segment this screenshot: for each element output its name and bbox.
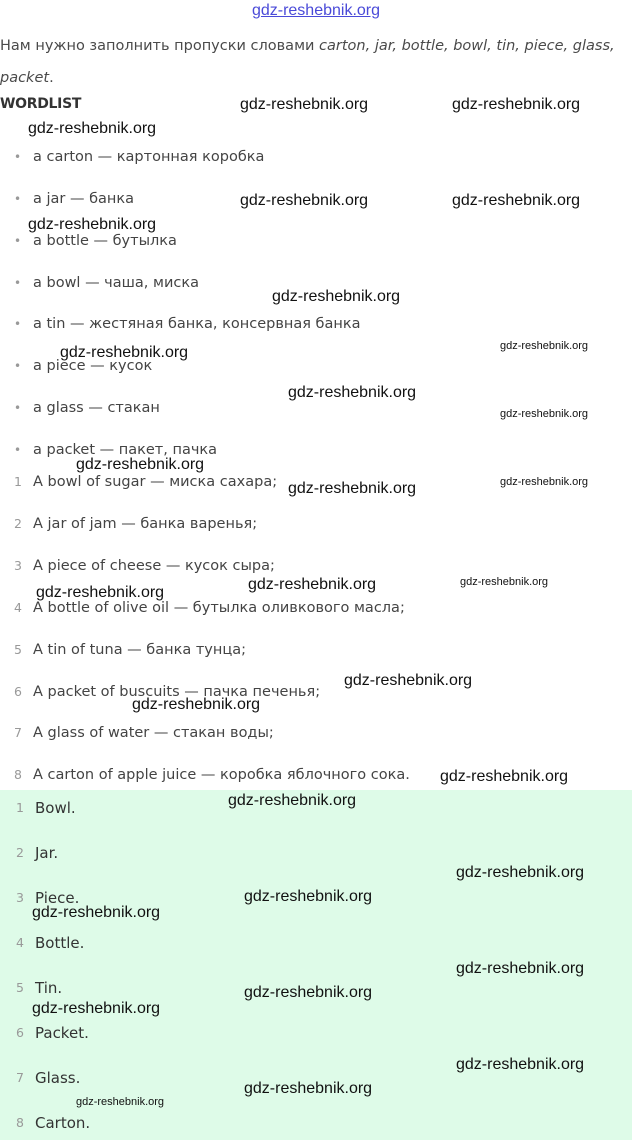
- answer-text: Glass.: [35, 1069, 81, 1087]
- answer-text: Carton.: [35, 1114, 91, 1132]
- watermark: gdz-reshebnik.org: [248, 576, 377, 593]
- watermark: gdz-reshebnik.org: [240, 96, 369, 113]
- bullet-icon: •: [14, 192, 22, 206]
- answer-number: 5: [16, 980, 24, 995]
- phrase-text: A carton of apple juice — коробка яблочного сока.: [33, 767, 410, 783]
- phrase-number: 4: [14, 600, 22, 615]
- watermark: gdz-reshebnik.org: [36, 584, 165, 601]
- site-title-link[interactable]: gdz-reshebnik.org: [251, 2, 381, 19]
- phrase-number: 8: [14, 767, 22, 782]
- answer-number: 4: [16, 935, 24, 950]
- answer-number: 2: [16, 845, 24, 860]
- answer-text: Bowl.: [35, 799, 76, 817]
- phrase-text: A piece of cheese — кусок сыра;: [33, 558, 275, 574]
- watermark: gdz-reshebnik.org: [500, 476, 589, 488]
- watermark: gdz-reshebnik.org: [228, 792, 357, 809]
- wordlist-item-text: a jar — банка: [33, 191, 135, 207]
- watermark: gdz-reshebnik.org: [452, 192, 581, 209]
- intro-words: carton, jar, bottle, bowl, tin, piece, glass, packet: [0, 38, 615, 86]
- watermark: gdz-reshebnik.org: [344, 672, 473, 689]
- bullet-icon: •: [14, 150, 22, 164]
- wordlist-item-text: a packet — пакет, пачка: [33, 442, 218, 458]
- answer-text: Packet.: [35, 1024, 89, 1042]
- watermark: gdz-reshebnik.org: [456, 960, 585, 977]
- wordlist-item-text: a bottle — бутылка: [33, 233, 177, 249]
- phrase-number: 2: [14, 516, 22, 531]
- watermark: gdz-reshebnik.org: [60, 344, 189, 361]
- watermark: gdz-reshebnik.org: [272, 288, 401, 305]
- phrase-text: A glass of water — стакан воды;: [33, 725, 274, 741]
- answer-text: Piece.: [35, 889, 80, 907]
- answer-number: 1: [16, 800, 24, 815]
- bullet-icon: •: [14, 234, 22, 248]
- phrase-text: A bowl of sugar — миска сахара;: [33, 474, 278, 490]
- watermark: gdz-reshebnik.org: [456, 1056, 585, 1073]
- wordlist-item-text: a glass — стакан: [33, 400, 160, 416]
- wordlist-heading: WORDLIST: [0, 96, 82, 112]
- phrase-text: A bottle of olive oil — бутылка оливкового масла;: [33, 600, 405, 616]
- phrase-text: A packet of buscuits — пачка печенья;: [33, 684, 321, 700]
- phrase-number: 7: [14, 725, 22, 740]
- watermark: gdz-reshebnik.org: [32, 904, 161, 921]
- watermark: gdz-reshebnik.org: [28, 216, 157, 233]
- watermark: gdz-reshebnik.org: [440, 768, 569, 785]
- watermark: gdz-reshebnik.org: [244, 1080, 373, 1097]
- bullet-icon: •: [14, 276, 22, 290]
- wordlist-item-text: a piece — кусок: [33, 358, 153, 374]
- watermark: gdz-reshebnik.org: [76, 456, 205, 473]
- bullet-icon: •: [14, 401, 22, 415]
- phrase-text: A tin of tuna — банка тунца;: [33, 642, 247, 658]
- phrase-number: 3: [14, 558, 22, 573]
- watermark: gdz-reshebnik.org: [76, 1096, 165, 1108]
- answer-text: Tin.: [35, 979, 63, 997]
- phrase-text: A jar of jam — банка варенья;: [33, 516, 258, 532]
- phrase-number: 5: [14, 642, 22, 657]
- watermark: gdz-reshebnik.org: [244, 984, 373, 1001]
- task-intro: [0, 30, 628, 94]
- watermark: gdz-reshebnik.org: [132, 696, 261, 713]
- wordlist-item-text: a tin — жестяная банка, консервная банка: [33, 316, 361, 332]
- answer-number: 6: [16, 1025, 24, 1040]
- intro-suffix: .: [49, 70, 54, 86]
- answer-number: 3: [16, 890, 24, 905]
- answer-text: Bottle.: [35, 934, 85, 952]
- watermark: gdz-reshebnik.org: [452, 96, 581, 113]
- watermark: gdz-reshebnik.org: [288, 480, 417, 497]
- watermark: gdz-reshebnik.org: [456, 864, 585, 881]
- answer-number: 8: [16, 1115, 24, 1130]
- watermark: gdz-reshebnik.org: [28, 120, 157, 137]
- watermark: gdz-reshebnik.org: [32, 1000, 161, 1017]
- wordlist-item-text: a carton — картонная коробка: [33, 149, 265, 165]
- bullet-icon: •: [14, 443, 22, 457]
- watermark: gdz-reshebnik.org: [288, 384, 417, 401]
- answer-number: 7: [16, 1070, 24, 1085]
- watermark: gdz-reshebnik.org: [500, 340, 589, 352]
- phrase-number: 6: [14, 684, 22, 699]
- watermark: gdz-reshebnik.org: [244, 888, 373, 905]
- watermark: gdz-reshebnik.org: [500, 408, 589, 420]
- intro-prefix: Нам нужно заполнить пропуски словами: [0, 38, 320, 54]
- watermark: gdz-reshebnik.org: [460, 576, 549, 588]
- watermark: gdz-reshebnik.org: [240, 192, 369, 209]
- wordlist-item-text: a bowl — чаша, миска: [33, 275, 199, 291]
- answer-text: Jar.: [35, 844, 59, 862]
- phrase-number: 1: [14, 474, 22, 489]
- bullet-icon: •: [14, 317, 22, 331]
- bullet-icon: •: [14, 359, 22, 373]
